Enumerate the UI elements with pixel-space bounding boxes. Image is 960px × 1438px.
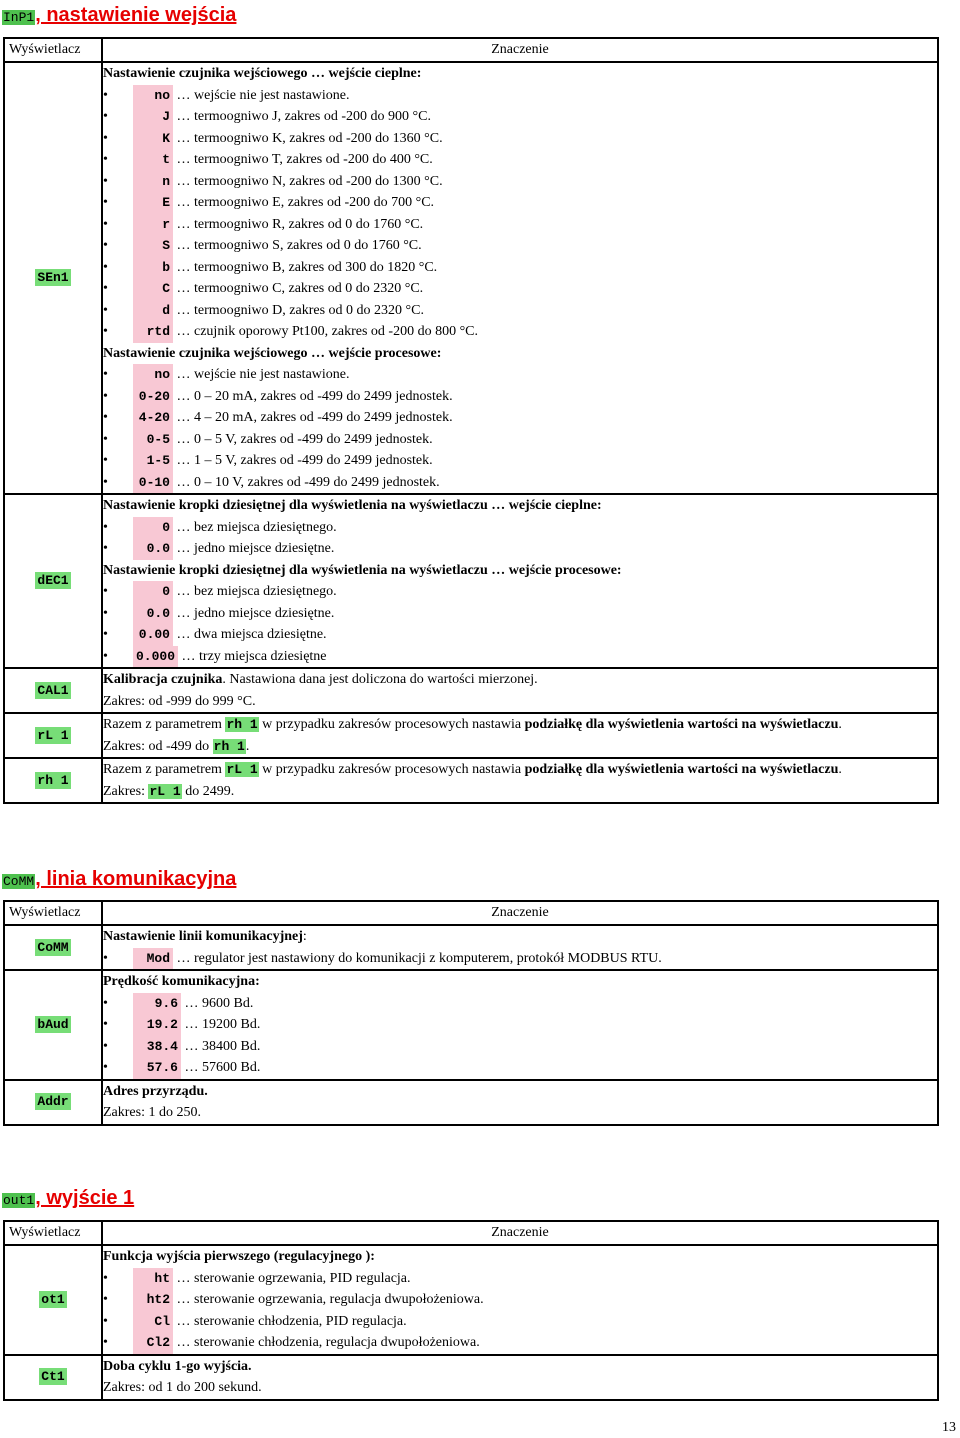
list-item: [103, 450, 937, 472]
list-item: [103, 192, 937, 214]
desc-cell-dec1: [102, 494, 938, 668]
list-item: [103, 235, 937, 257]
bullet-icon: [103, 581, 133, 603]
rh-range: do 2499.: [181, 783, 235, 799]
display-code: CoMM: [37, 939, 69, 955]
display-cell-dec1: [4, 494, 102, 668]
option-description: … sterowanie chłodzenia, regulacja dwupołożeniowa.: [176, 1335, 480, 1350]
list-item: [103, 517, 937, 539]
desc-cell-ot1: [102, 1245, 938, 1355]
rh-range-code: rL 1: [149, 783, 181, 799]
display-cell-comm: [4, 925, 102, 970]
rh-bold: podziałkę dla wyświetlenia wartości na wyświetlaczu: [524, 762, 839, 777]
display-cell-rl1: [4, 713, 102, 758]
option-description: … czujnik oporowy Pt100, zakres od -200 do 800 °C.: [176, 324, 479, 339]
option-code: 57.6: [133, 1057, 181, 1079]
bullet-icon: [103, 1289, 133, 1311]
display-code: dEC1: [37, 573, 69, 588]
option-code: 0-20: [133, 386, 173, 408]
option-description: … jedno miejsce dziesiętne.: [176, 541, 335, 556]
list-item: [103, 386, 937, 408]
bullet-icon: [103, 429, 133, 451]
option-description: … sterowanie ogrzewania, regulacja dwupołożeniowa.: [176, 1292, 484, 1307]
header-display: Wyświetlacz: [4, 38, 102, 62]
option-code: 0-10: [133, 472, 173, 494]
option-code: no: [133, 364, 173, 386]
option-description: … termoogniwo B, zakres od 300 do 1820 °C.: [176, 259, 438, 275]
option-code: 0.00: [133, 624, 173, 646]
bullet-icon: [103, 171, 133, 193]
option-code: r: [133, 214, 173, 236]
option-description: … regulator jest nastawiony do komunikacji z komputerem, protokół MODBUS RTU.: [176, 950, 662, 966]
option-description: … bez miejsca dziesiętnego.: [176, 584, 337, 599]
list-item: [103, 1268, 937, 1290]
option-description: … 0 – 5 V, zakres od -499 do 2499 jednostek.: [176, 431, 433, 447]
group-heading-rest: :: [302, 929, 307, 944]
desc-cell-rl1: [102, 713, 938, 758]
option-description: … termoogniwo R, zakres od 0 do 1760 °C.: [176, 216, 424, 232]
option-description: … 38400 Bd.: [184, 1038, 261, 1054]
list-item: [103, 646, 937, 668]
rl-bold: podziałkę dla wyświetlenia wartości na wyświetlaczu: [524, 717, 839, 732]
option-description: … jedno miejsce dziesiętne.: [176, 605, 335, 621]
list-item: [103, 993, 937, 1015]
display-code: Ct1: [41, 1369, 65, 1384]
group-heading: Nastawienie czujnika wejściowego … wejście cieplne:: [103, 66, 422, 81]
option-code: n: [133, 171, 173, 193]
header-meaning: Znaczenie: [102, 38, 938, 62]
rh-text: .: [838, 762, 842, 777]
list-item: [103, 85, 937, 107]
rl-inline-code: rh 1: [226, 717, 258, 732]
bullet-icon: [103, 1057, 133, 1079]
option-description: … dwa miejsca dziesiętne.: [176, 627, 327, 642]
option-description: … 1 – 5 V, zakres od -499 do 2499 jednostek.: [176, 453, 433, 468]
list-item: [103, 364, 937, 386]
table-comm: [3, 900, 939, 1126]
addr-range: Zakres: 1 do 250.: [103, 1105, 201, 1120]
rl-range: .: [245, 738, 250, 754]
display-cell-addr: [4, 1080, 102, 1125]
option-code: 4-20: [133, 407, 173, 429]
option-code: 38.4: [133, 1036, 181, 1058]
option-description: … wejście nie jest nastawione.: [176, 367, 350, 382]
display-code: rL 1: [37, 727, 69, 743]
rl-range-code: rh 1: [213, 738, 245, 754]
option-code: Cl: [133, 1311, 173, 1333]
option-code: ht2: [133, 1289, 173, 1311]
desc-cell-addr: [102, 1080, 938, 1125]
list-item: [103, 1057, 937, 1079]
bullet-icon: [103, 300, 133, 322]
option-code: t: [133, 149, 173, 171]
list-item: [103, 603, 937, 625]
option-description: … sterowanie chłodzenia, PID regulacja.: [176, 1313, 407, 1329]
list-item: [103, 948, 937, 970]
bullet-icon: [103, 257, 133, 279]
option-code: J: [133, 106, 173, 128]
option-code: 0-5: [133, 429, 173, 451]
desc-cell-rh1: [102, 758, 938, 803]
display-code: rh 1: [37, 772, 69, 788]
list-item: [103, 1332, 937, 1354]
page-number: 13: [942, 1420, 956, 1435]
option-description: … termoogniwo E, zakres od -200 do 700 °C.: [176, 195, 435, 210]
section-title-comm: [2, 868, 236, 891]
option-code: K: [133, 128, 173, 150]
addr-heading: Adres przyrządu.: [103, 1083, 208, 1099]
option-description: … trzy miejsca dziesiętne: [181, 648, 327, 664]
rh-text: w przypadku zakresów procesowych nastawia: [258, 762, 525, 777]
option-description: … termoogniwo S, zakres od 0 do 1760 °C.: [176, 238, 422, 253]
option-description: … termoogniwo K, zakres od -200 do 1360 °C.: [176, 130, 443, 146]
bullet-icon: [103, 472, 133, 494]
list-item: [103, 149, 937, 171]
table-out1: [3, 1220, 939, 1401]
option-description: … 4 – 20 mA, zakres od -499 do 2499 jednostek.: [176, 410, 453, 425]
option-code: 0: [133, 581, 173, 603]
option-code: Cl2: [133, 1332, 173, 1354]
header-display: Wyświetlacz: [4, 1221, 102, 1245]
display-cell-cal1: [4, 668, 102, 713]
list-item: [103, 624, 937, 646]
option-code: E: [133, 192, 173, 214]
table-inp1: [3, 37, 939, 804]
bullet-icon: [103, 1036, 133, 1058]
display-code: bAud: [37, 1016, 69, 1032]
option-description: … termoogniwo D, zakres od 0 do 2320 °C.: [176, 302, 424, 318]
desc-cell-cal1: [102, 668, 938, 713]
bullet-icon: [103, 1014, 133, 1036]
bullet-icon: [103, 450, 133, 472]
list-item: [103, 581, 937, 603]
cal-heading: Kalibracja czujnika: [103, 672, 223, 687]
rh-range: Zakres:: [103, 783, 149, 799]
bullet-icon: [103, 85, 133, 107]
section-title-text: , linia komunikacyjna: [35, 868, 237, 890]
list-item: [103, 429, 937, 451]
bullet-icon: [103, 321, 133, 343]
list-item: [103, 106, 937, 128]
section-code: InP1: [3, 10, 35, 25]
section-code: out1: [3, 1193, 35, 1208]
cal-text: . Nastawiona dana jest doliczona do wartości mierzonej.: [222, 672, 538, 687]
list-item: [103, 278, 937, 300]
display-cell-baud: [4, 970, 102, 1080]
option-code: Mod: [133, 948, 173, 970]
bullet-icon: [103, 214, 133, 236]
option-description: … 0 – 20 mA, zakres od -499 do 2499 jednostek.: [176, 388, 453, 404]
section-title-inp1: [2, 4, 236, 27]
group-heading: Nastawienie kropki dziesiętnej dla wyświetlenia na wyświetlaczu … wejście procesowe:: [103, 562, 622, 578]
option-description: … 9600 Bd.: [184, 995, 254, 1011]
header-meaning: Znaczenie: [102, 901, 938, 925]
option-code: S: [133, 235, 173, 257]
display-cell-rh1: [4, 758, 102, 803]
option-description: … 57600 Bd.: [184, 1060, 261, 1075]
option-code: 0.0: [133, 603, 173, 625]
bullet-icon: [103, 603, 133, 625]
section-title-out1: [2, 1187, 134, 1210]
bullet-icon: [103, 993, 133, 1015]
list-item: [103, 407, 937, 429]
display-cell-ct1: [4, 1355, 102, 1400]
desc-cell-baud: [102, 970, 938, 1080]
bullet-icon: [103, 364, 133, 386]
rh-inline-code: rL 1: [226, 762, 258, 777]
ct-range: Zakres: od 1 do 200 sekund.: [103, 1380, 262, 1395]
rl-text: w przypadku zakresów procesowych nastawia: [258, 717, 525, 732]
desc-cell-ct1: [102, 1355, 938, 1400]
display-code: Addr: [37, 1094, 69, 1109]
option-code: C: [133, 278, 173, 300]
option-description: … termoogniwo J, zakres od -200 do 900 °C.: [176, 109, 431, 124]
list-item: [103, 128, 937, 150]
group-heading: Prędkość komunikacyjna:: [103, 974, 260, 989]
list-item: [103, 214, 937, 236]
list-item: [103, 538, 937, 560]
bullet-icon: [103, 646, 133, 668]
option-code: ht: [133, 1268, 173, 1290]
bullet-icon: [103, 235, 133, 257]
option-code: 9.6: [133, 993, 181, 1015]
section-title-text: , nastawienie wejścia: [35, 4, 237, 26]
group-heading: Nastawienie czujnika wejściowego … wejście procesowe:: [103, 345, 442, 361]
list-item: [103, 257, 937, 279]
desc-cell-sen1: [102, 62, 938, 494]
bullet-icon: [103, 1268, 133, 1290]
list-item: [103, 1289, 937, 1311]
list-item: [103, 472, 937, 494]
display-code: CAL1: [37, 682, 69, 698]
option-description: … bez miejsca dziesiętnego.: [176, 519, 337, 535]
display-code: ot1: [41, 1291, 65, 1307]
option-code: 0.0: [133, 538, 173, 560]
bullet-icon: [103, 517, 133, 539]
group-heading: Nastawienie linii komunikacyjnej: [103, 929, 303, 944]
cal-range: Zakres: od -999 do 999 °C.: [103, 693, 256, 709]
list-item: [103, 300, 937, 322]
option-code: rtd: [133, 321, 173, 343]
bullet-icon: [103, 278, 133, 300]
group-heading: Nastawienie kropki dziesiętnej dla wyświetlenia na wyświetlaczu … wejście cieplne:: [103, 498, 602, 513]
option-description: … 19200 Bd.: [184, 1017, 261, 1032]
list-item: [103, 1311, 937, 1333]
rl-text: Razem z parametrem: [103, 717, 226, 732]
bullet-icon: [103, 1332, 133, 1354]
header-meaning: Znaczenie: [102, 1221, 938, 1245]
list-item: [103, 1036, 937, 1058]
list-item: [103, 1014, 937, 1036]
section-code: CoMM: [3, 874, 35, 889]
bullet-icon: [103, 407, 133, 429]
ct-heading: Doba cyklu 1-go wyjścia.: [103, 1358, 252, 1374]
group-heading: Funkcja wyjścia pierwszego (regulacyjnego ):: [103, 1249, 375, 1264]
bullet-icon: [103, 106, 133, 128]
bullet-icon: [103, 538, 133, 560]
option-description: … 0 – 10 V, zakres od -499 do 2499 jednostek.: [176, 474, 440, 490]
bullet-icon: [103, 1311, 133, 1333]
option-code: no: [133, 85, 173, 107]
option-description: … sterowanie ogrzewania, PID regulacja.: [176, 1270, 411, 1286]
bullet-icon: [103, 149, 133, 171]
header-display: Wyświetlacz: [4, 901, 102, 925]
desc-cell-comm: [102, 925, 938, 970]
option-description: … termoogniwo N, zakres od -200 do 1300 °C.: [176, 173, 443, 189]
list-item: [103, 171, 937, 193]
rl-range: Zakres: od -499 do: [103, 738, 213, 754]
bullet-icon: [103, 624, 133, 646]
option-code: d: [133, 300, 173, 322]
bullet-icon: [103, 948, 133, 970]
option-code: 0.000: [133, 646, 178, 668]
bullet-icon: [103, 192, 133, 214]
option-code: 1-5: [133, 450, 173, 472]
list-item: [103, 321, 937, 343]
option-description: … wejście nie jest nastawione.: [176, 87, 350, 103]
bullet-icon: [103, 386, 133, 408]
section-title-text: , wyjście 1: [35, 1187, 135, 1209]
option-description: … termoogniwo T, zakres od -200 do 400 °C.: [176, 152, 433, 167]
display-cell-ot1: [4, 1245, 102, 1355]
display-code: SEn1: [37, 270, 69, 285]
display-cell-sen1: [4, 62, 102, 494]
option-code: 19.2: [133, 1014, 181, 1036]
rl-text: .: [838, 717, 842, 732]
option-code: b: [133, 257, 173, 279]
rh-text: Razem z parametrem: [103, 762, 226, 777]
option-code: 0: [133, 517, 173, 539]
option-description: … termoogniwo C, zakres od 0 do 2320 °C.: [176, 281, 424, 296]
bullet-icon: [103, 128, 133, 150]
